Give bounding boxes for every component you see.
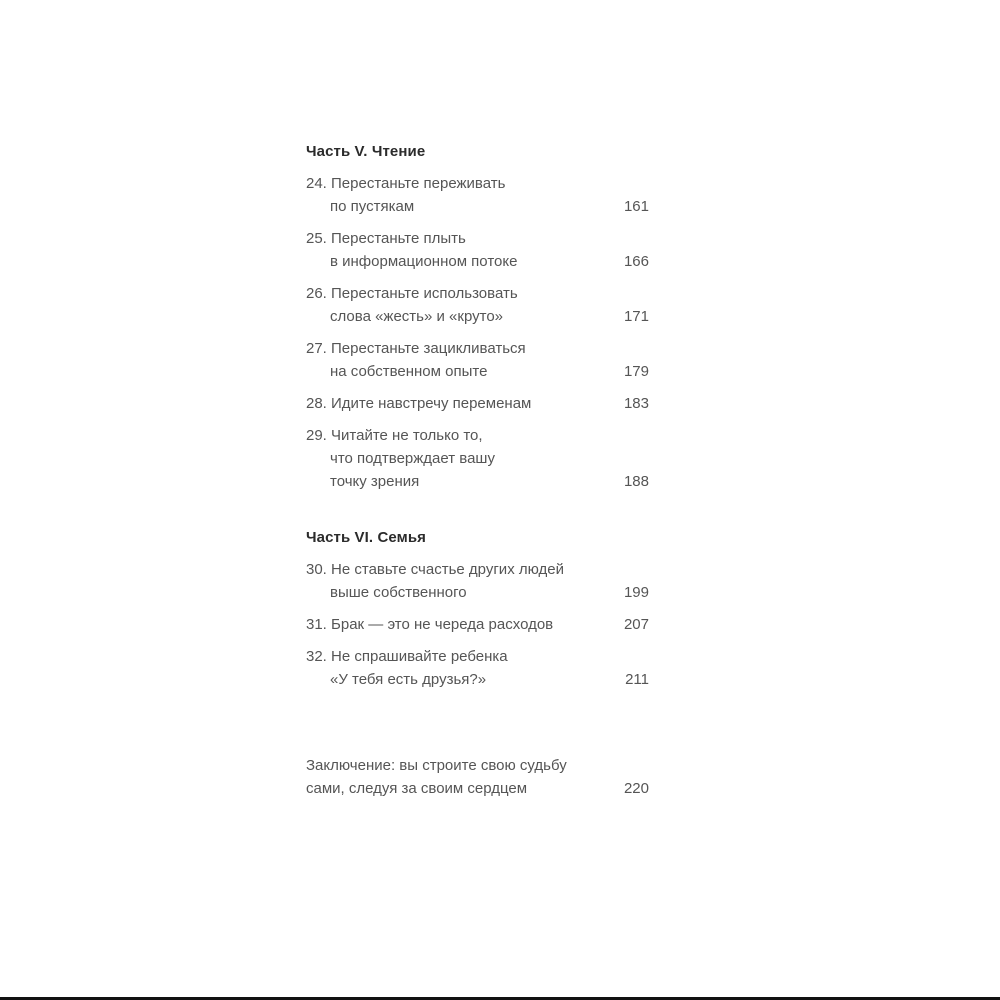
entry-title-line: 28. Идите навстречу переменам xyxy=(306,395,532,412)
toc-entry-28 xyxy=(306,392,649,415)
page-number: 207 xyxy=(623,616,649,633)
toc-entry-27 xyxy=(306,337,649,383)
page-number: 199 xyxy=(623,584,649,601)
toc-section-part-6 xyxy=(306,526,649,691)
page-number: 179 xyxy=(623,363,649,380)
entry-title-line: точку зрения xyxy=(330,473,420,490)
page-number: 220 xyxy=(623,780,649,797)
entry-title-line: в информационном потоке xyxy=(330,253,518,270)
entry-title-line: 27. Перестаньте зацикливаться xyxy=(306,340,526,357)
section-title: Часть VI. Семья xyxy=(306,529,427,546)
entry-title-line: выше собственного xyxy=(330,584,467,601)
entry-title-line: что подтверждает вашу xyxy=(330,450,495,467)
toc-conclusion xyxy=(306,754,649,800)
entry-title-line: 30. Не ставьте счастье других людей xyxy=(306,561,565,578)
page-number: 171 xyxy=(623,308,649,325)
toc-entry-25 xyxy=(306,227,649,273)
page-number: 166 xyxy=(623,253,649,270)
toc-entry-26 xyxy=(306,282,649,328)
entry-title-line: 32. Не спрашивайте ребенка xyxy=(306,648,508,665)
toc-entry-24 xyxy=(306,172,649,218)
toc-entry-32 xyxy=(306,645,649,691)
entry-title-line: слова «жесть» и «круто» xyxy=(330,308,503,325)
page-number: 188 xyxy=(623,473,649,490)
table-of-contents xyxy=(306,140,649,809)
page-number: 161 xyxy=(623,198,649,215)
entry-title-line: 24. Перестаньте переживать xyxy=(306,175,506,192)
entry-title-line: 29. Читайте не только то, xyxy=(306,427,483,444)
entry-title-line: 26. Перестаньте использовать xyxy=(306,285,518,302)
entry-title-line: по пустякам xyxy=(330,198,415,215)
page-number: 183 xyxy=(623,395,649,412)
page-number: 211 xyxy=(625,671,649,688)
toc-entry-29 xyxy=(306,424,649,493)
entry-title-line: Заключение: вы строите свою судьбу xyxy=(306,757,567,774)
toc-entry-conclusion xyxy=(306,754,649,800)
section-title: Часть V. Чтение xyxy=(306,143,426,160)
entry-title-line: 31. Брак — это не череда расходов xyxy=(306,616,554,633)
entry-title-line: «У тебя есть друзья?» xyxy=(330,671,487,688)
entry-title-line: 25. Перестаньте плыть xyxy=(306,230,466,247)
entry-title-line: на собственном опыте xyxy=(330,363,488,380)
toc-entry-30 xyxy=(306,558,649,604)
entry-title-line: сами, следуя за своим сердцем xyxy=(306,780,528,797)
toc-section-part-5 xyxy=(306,140,649,493)
toc-entry-31 xyxy=(306,613,649,636)
